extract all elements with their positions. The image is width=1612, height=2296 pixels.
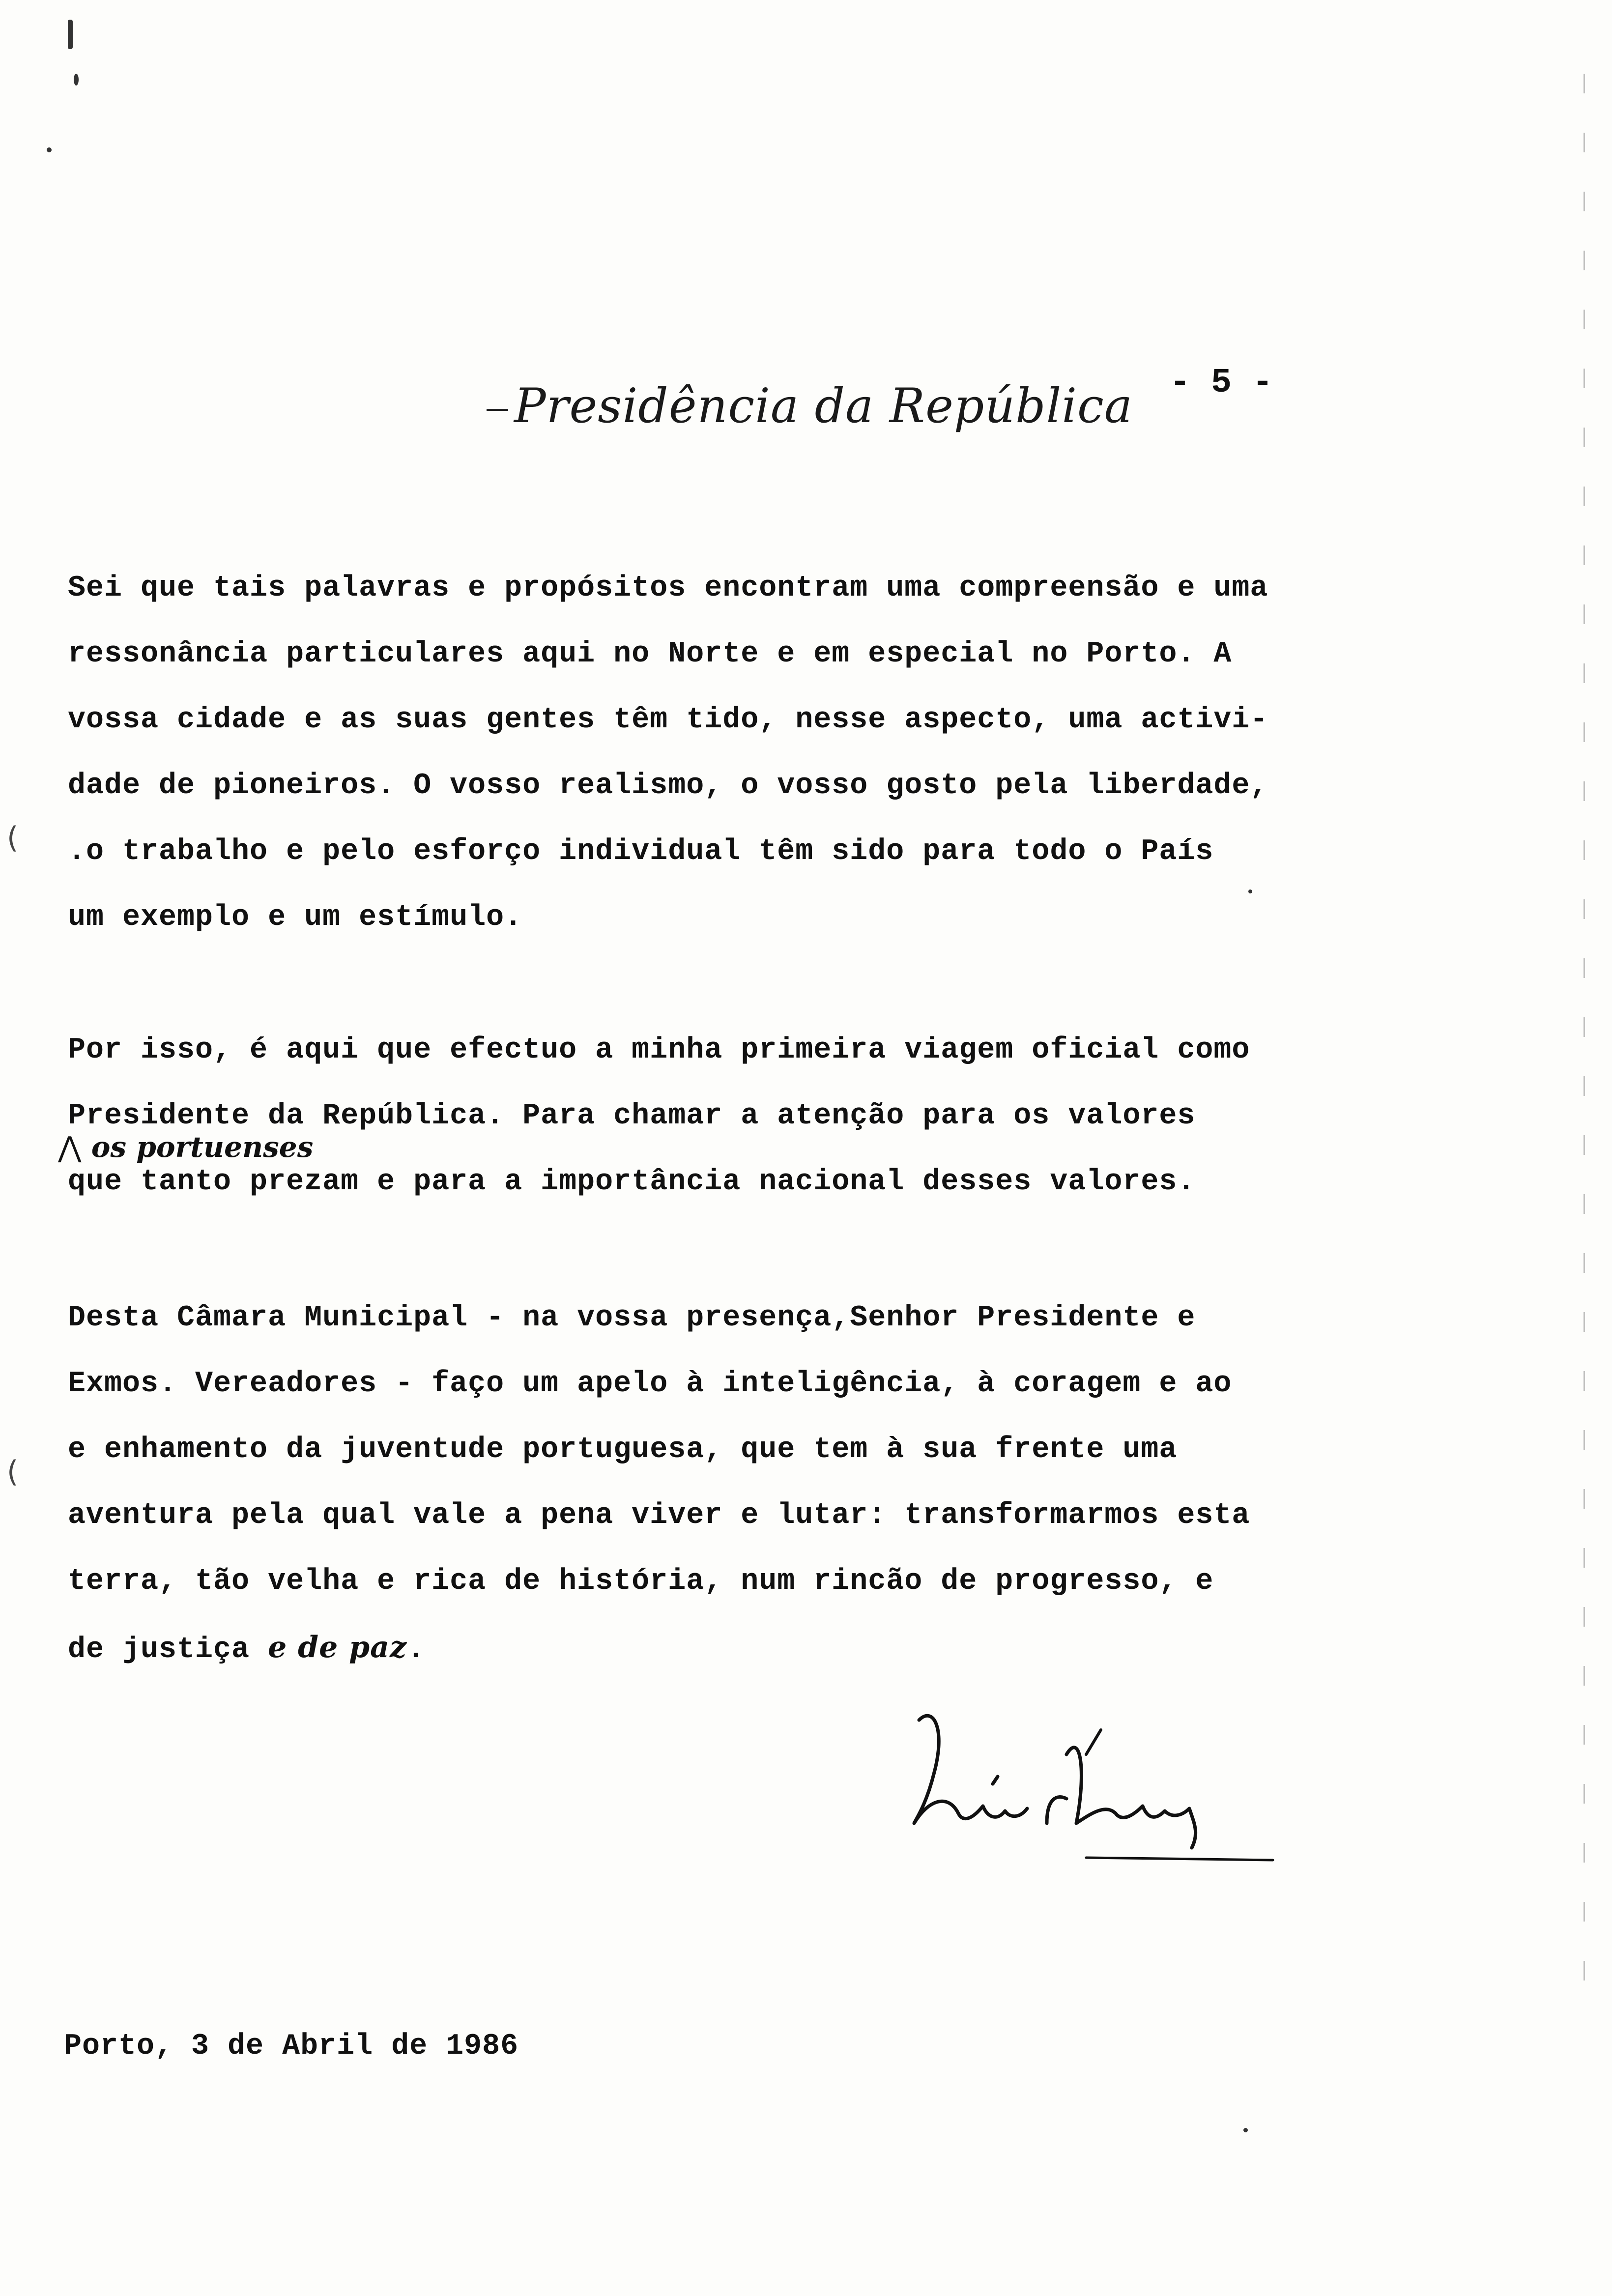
margin-bracket-icon: ( [7, 821, 19, 855]
text-line: terra, tão velha e rica de história, num rincão de progresso, e [68, 1565, 1214, 1598]
text-line: um exemplo e um estímulo. [68, 901, 523, 934]
letterhead [487, 378, 1133, 433]
text-line: vossa cidade e as suas gentes têm tido, nesse aspecto, uma activi- [68, 703, 1268, 737]
text-line: aventura pela qual vale a pena viver e lutar: transformarmos esta [68, 1499, 1250, 1532]
paragraph-1 [68, 555, 1414, 950]
insertion-caret-icon: ⋀ [58, 1130, 82, 1164]
scan-speck [1248, 890, 1252, 893]
scan-speck [47, 147, 52, 152]
closing-punctuation: . [407, 1633, 426, 1666]
handwritten-insertion [58, 1130, 313, 1164]
text-line-last [68, 1614, 1414, 1680]
page-number: - 5 - [1170, 364, 1273, 402]
paragraph-2 [68, 1017, 1414, 1215]
letterhead-text: Presidência da República [514, 378, 1133, 433]
insertion-text: os portuenses [91, 1130, 314, 1164]
scan-edge-line [1583, 74, 1585, 1990]
text-line: ressonância particulares aqui no Norte e em especial no Porto. A [68, 637, 1232, 671]
text-line: Por isso, é aqui que efectuo a minha primeira viagem oficial como [68, 1033, 1250, 1067]
text-line: dade de pioneiros. O vosso realismo, o vosso gosto pela liberdade, [68, 769, 1268, 803]
signature-icon [899, 1700, 1293, 1877]
text-line: Desta Câmara Municipal - na vossa presença,Senhor Presidente e [68, 1301, 1196, 1335]
scan-speck [1243, 2128, 1248, 2132]
text-line: Exmos. Vereadores - faço um apelo à inteligência, à coragem e ao [68, 1367, 1232, 1401]
text-line: e enhamento da juventude portuguesa, que tem à sua frente uma [68, 1433, 1178, 1466]
text-line: Presidente da República. Para chamar a atenção para os valores [68, 1099, 1196, 1133]
place-date: Porto, 3 de Abril de 1986 [64, 2030, 519, 2063]
scan-speck [74, 74, 79, 86]
text-line: que tanto prezam e para a importância nacional desses valores. [68, 1165, 1196, 1199]
text-line: Sei que tais palavras e propósitos encontram uma compreensão e uma [68, 572, 1268, 605]
paragraph-3 [68, 1285, 1414, 1680]
handwritten-addition: e de paz [268, 1630, 407, 1665]
text-fragment: de justiça [68, 1633, 250, 1666]
text-line: .o trabalho e pelo esforço individual têm sido para todo o País [68, 835, 1214, 868]
margin-bracket-icon: ( [7, 1455, 19, 1489]
signature [899, 1700, 1293, 1877]
letterhead-dash [487, 409, 508, 411]
scan-speck [68, 20, 73, 49]
